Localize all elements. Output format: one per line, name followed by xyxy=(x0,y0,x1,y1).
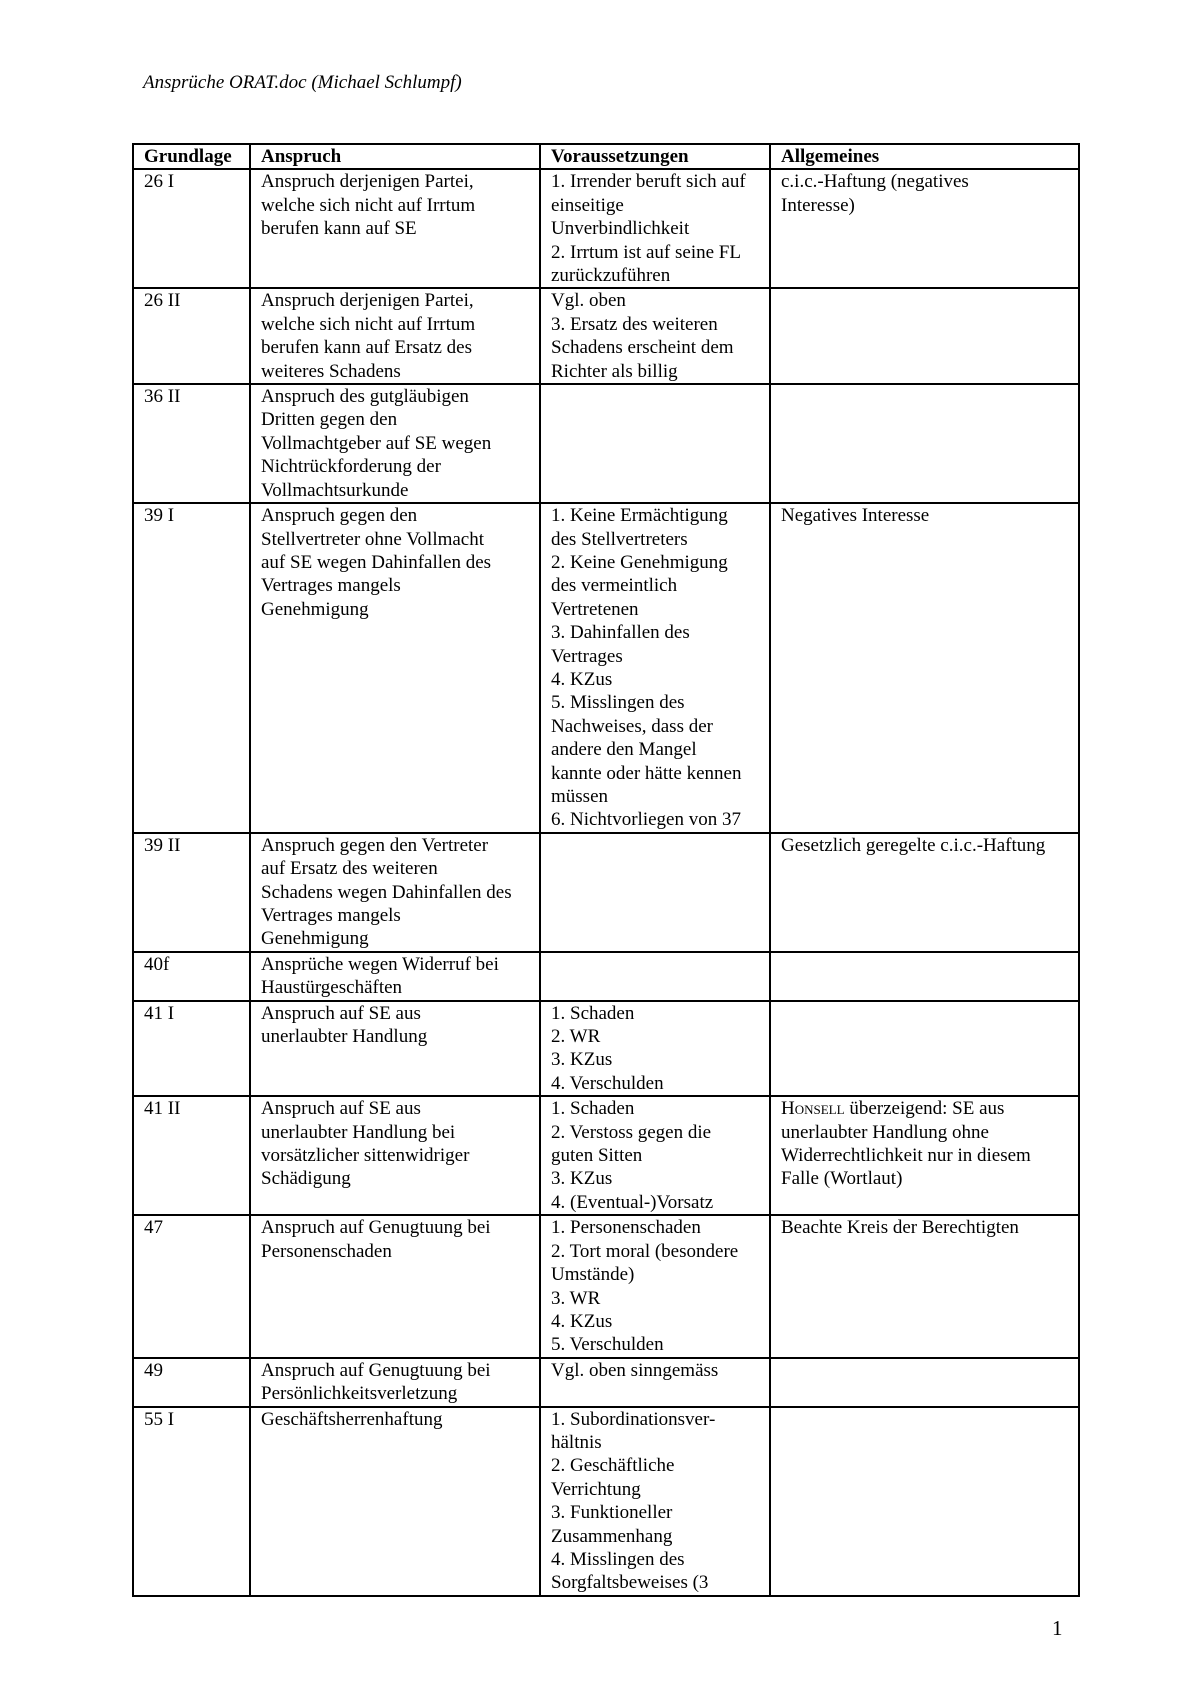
cell-line: 4. (Eventual-)Vorsatz xyxy=(551,1191,714,1213)
cell-allgemeines xyxy=(770,1001,1079,1097)
table-row xyxy=(133,1358,1079,1407)
cell-allgemeines xyxy=(770,1215,1079,1357)
page-number: 1 xyxy=(1052,1616,1063,1640)
cell-line: kannte oder hätte kennen xyxy=(551,762,742,784)
cell-anspruch xyxy=(250,833,540,952)
cell-line: unerlaubter Handlung bei xyxy=(261,1121,456,1143)
cell-line: Gesetzlich geregelte c.i.c.-Haftung xyxy=(781,834,1046,856)
cell-grundlage: 47 xyxy=(133,1215,250,1357)
cell-line: Vertretenen xyxy=(551,598,639,620)
cell-line: Genehmigung xyxy=(261,928,369,950)
cell-line: 3. KZus xyxy=(551,1049,613,1071)
cell-anspruch xyxy=(250,503,540,833)
document-header: Ansprüche ORAT.doc (Michael Schlumpf) xyxy=(143,72,462,93)
cell-anspruch xyxy=(250,169,540,288)
table-row xyxy=(133,1096,1079,1215)
cell-grundlage: 39 II xyxy=(133,833,250,952)
cell-line: einseitige xyxy=(551,194,624,216)
cell-voraussetzungen xyxy=(540,1001,770,1097)
cell-anspruch xyxy=(250,1407,540,1596)
header-allgemeines: Allgemeines xyxy=(770,144,1079,169)
cell-voraussetzungen xyxy=(540,1358,770,1407)
cell-line: Falle (Wortlaut) xyxy=(781,1168,903,1190)
cell-line: Anspruch auf SE aus xyxy=(261,1002,421,1024)
cell-grundlage: 40f xyxy=(133,952,250,1001)
cell-line: Honsell überzeigend: SE aus xyxy=(781,1098,1005,1120)
cell-line: Genehmigung xyxy=(261,598,369,620)
cell-line: 1. Irrender beruft sich auf xyxy=(551,171,746,193)
cell-allgemeines xyxy=(770,1358,1079,1407)
cell-line: Schadens wegen Dahinfallen des xyxy=(261,881,512,903)
cell-anspruch xyxy=(250,384,540,503)
cell-line: Widerrechtlichkeit nur in diesem xyxy=(781,1145,1031,1167)
cell-line: 3. Funktioneller xyxy=(551,1502,673,1524)
table-row xyxy=(133,1001,1079,1097)
cell-line: zurückzuführen xyxy=(551,265,671,287)
cell-line: Vollmachtgeber auf SE wegen xyxy=(261,432,492,454)
cell-line: 2. Geschäftliche xyxy=(551,1455,675,1477)
cell-line: Nichtrückforderung der xyxy=(261,456,441,478)
cell-allgemeines xyxy=(770,169,1079,288)
cell-line: andere den Mangel xyxy=(551,739,697,761)
cell-anspruch xyxy=(250,1001,540,1097)
cell-line: Personenschaden xyxy=(261,1240,392,1262)
cell-line: welche sich nicht auf Irrtum xyxy=(261,194,476,216)
cell-line: weiteres Schadens xyxy=(261,360,401,382)
cell-line: Anspruch auf SE aus xyxy=(261,1098,421,1120)
cell-line: 2. Tort moral (besondere xyxy=(551,1240,739,1262)
cell-allgemeines xyxy=(770,288,1079,384)
cell-line: Zusammenhang xyxy=(551,1525,673,1547)
cell-line: 1. Keine Ermächtigung xyxy=(551,505,728,527)
cell-line: auf Ersatz des weiteren xyxy=(261,858,438,880)
cell-anspruch xyxy=(250,1358,540,1407)
cell-line: Negatives Interesse xyxy=(781,505,930,527)
cell-line: 4. KZus xyxy=(551,1310,613,1332)
cell-line: 1. Personenschaden xyxy=(551,1217,701,1239)
cell-line: Vertrages mangels xyxy=(261,575,401,597)
cell-line: 1. Subordinationsver- xyxy=(551,1408,716,1430)
cell-anspruch xyxy=(250,952,540,1001)
cell-line: 2. WR xyxy=(551,1026,601,1048)
cell-line: Dritten gegen den xyxy=(261,409,398,431)
cell-line: Verrichtung xyxy=(551,1478,641,1500)
cell-voraussetzungen xyxy=(540,384,770,503)
table-row xyxy=(133,952,1079,1001)
cell-line: 4. Verschulden xyxy=(551,1072,664,1094)
cell-line: Anspruch auf Genugtuung bei xyxy=(261,1217,491,1239)
cell-line: berufen kann auf SE xyxy=(261,218,417,240)
cell-line: 4. Misslingen des xyxy=(551,1548,685,1570)
cell-line: Beachte Kreis der Berechtigten xyxy=(781,1217,1019,1239)
cell-allgemeines xyxy=(770,1096,1079,1215)
cell-line: Sorgfaltsbeweises (3 xyxy=(551,1572,709,1594)
cell-line: Anspruch derjenigen Partei, xyxy=(261,171,474,193)
cell-grundlage: 26 I xyxy=(133,169,250,288)
cell-allgemeines xyxy=(770,952,1079,1001)
cell-line: guten Sitten xyxy=(551,1145,643,1167)
cell-line: 5. Misslingen des xyxy=(551,692,685,714)
cell-voraussetzungen xyxy=(540,1096,770,1215)
header-voraussetzungen: Voraussetzungen xyxy=(540,144,770,169)
cell-line: unerlaubter Handlung ohne xyxy=(781,1121,989,1143)
cell-line: Vollmachtsurkunde xyxy=(261,479,409,501)
table-row xyxy=(133,833,1079,952)
cell-line: vorsätzlicher sittenwidriger xyxy=(261,1145,470,1167)
cell-voraussetzungen xyxy=(540,288,770,384)
cell-line: Ansprüche wegen Widerruf bei xyxy=(261,953,499,975)
cell-line: Vgl. oben sinngemäss xyxy=(551,1359,719,1381)
cell-line: 2. Keine Genehmigung xyxy=(551,551,728,573)
cell-line: Vertrages mangels xyxy=(261,905,401,926)
cell-line: 3. Ersatz des weiteren xyxy=(551,313,718,335)
cell-line: Schädigung xyxy=(261,1168,351,1190)
cell-line: 1. Schaden xyxy=(551,1002,635,1024)
cell-voraussetzungen xyxy=(540,1215,770,1357)
cell-line: Anspruch gegen den xyxy=(261,505,418,527)
cell-anspruch xyxy=(250,288,540,384)
cell-line: müssen xyxy=(551,785,608,807)
cell-line: auf SE wegen Dahinfallen des xyxy=(261,551,492,573)
cell-line: 2. Irrtum ist auf seine FL xyxy=(551,241,741,263)
table-row xyxy=(133,169,1079,288)
cell-line: 3. KZus xyxy=(551,1168,613,1190)
cell-allgemeines xyxy=(770,503,1079,833)
cell-grundlage: 36 II xyxy=(133,384,250,503)
table-row xyxy=(133,288,1079,384)
cell-grundlage: 26 II xyxy=(133,288,250,384)
header-grundlage: Grundlage xyxy=(133,144,250,169)
cell-line: 3. WR xyxy=(551,1287,601,1309)
cell-allgemeines xyxy=(770,1407,1079,1596)
cell-line: Nachweises, dass der xyxy=(551,715,713,737)
cell-line: 4. KZus xyxy=(551,668,613,690)
cell-line: 2. Verstoss gegen die xyxy=(551,1121,712,1143)
cell-voraussetzungen xyxy=(540,833,770,952)
cell-line: des vermeintlich xyxy=(551,575,678,597)
cell-grundlage: 39 I xyxy=(133,503,250,833)
cell-grundlage: 55 I xyxy=(133,1407,250,1596)
cell-anspruch xyxy=(250,1096,540,1215)
cell-line: Anspruch derjenigen Partei, xyxy=(261,290,474,312)
cell-line: Anspruch gegen den Vertreter xyxy=(261,834,489,856)
cell-line: Interesse) xyxy=(781,194,855,216)
cell-line: Unverbindlichkeit xyxy=(551,218,690,240)
cell-line: des Stellvertreters xyxy=(551,528,688,550)
cell-anspruch xyxy=(250,1215,540,1357)
table-row xyxy=(133,1215,1079,1357)
cell-voraussetzungen xyxy=(540,952,770,1001)
cell-line: c.i.c.-Haftung (negatives xyxy=(781,171,969,193)
cell-line: 5. Verschulden xyxy=(551,1334,664,1356)
cell-line: welche sich nicht auf Irrtum xyxy=(261,313,476,335)
header-anspruch: Anspruch xyxy=(250,144,540,169)
table-body xyxy=(133,169,1079,1595)
table-row xyxy=(133,503,1079,833)
cell-allgemeines xyxy=(770,384,1079,503)
cell-line: Anspruch auf Genugtuung bei xyxy=(261,1359,491,1381)
cell-line: 3. Dahinfallen des xyxy=(551,622,690,644)
cell-grundlage: 41 II xyxy=(133,1096,250,1215)
cell-grundlage: 49 xyxy=(133,1358,250,1407)
table-header-row xyxy=(133,144,1079,169)
cell-line: Stellvertreter ohne Vollmacht xyxy=(261,528,485,550)
cell-line: Vgl. oben xyxy=(551,290,626,312)
cell-voraussetzungen xyxy=(540,1407,770,1596)
cell-line: berufen kann auf Ersatz des xyxy=(261,337,473,359)
cell-grundlage: 41 I xyxy=(133,1001,250,1097)
table-row xyxy=(133,1407,1079,1596)
cell-line: unerlaubter Handlung xyxy=(261,1026,428,1048)
cell-line: Richter als billig xyxy=(551,360,678,382)
table-row xyxy=(133,384,1079,503)
cell-voraussetzungen xyxy=(540,503,770,833)
cell-line: Schadens erscheint dem xyxy=(551,337,734,359)
cell-allgemeines xyxy=(770,833,1079,952)
claims-table xyxy=(132,143,1080,1597)
cell-line: Haustürgeschäften xyxy=(261,977,403,999)
cell-line: Geschäftsherrenhaftung xyxy=(261,1408,443,1430)
cell-line: Persönlichkeitsverletzung xyxy=(261,1383,458,1405)
cell-line: Umstände) xyxy=(551,1264,635,1286)
cell-line: hältnis xyxy=(551,1431,602,1453)
cell-line: 6. Nichtvorliegen von 37 xyxy=(551,809,741,831)
cell-line: 1. Schaden xyxy=(551,1098,635,1120)
cell-voraussetzungen xyxy=(540,169,770,288)
cell-line: Anspruch des gutgläubigen xyxy=(261,386,469,408)
cell-line: Vertrages xyxy=(551,645,623,667)
